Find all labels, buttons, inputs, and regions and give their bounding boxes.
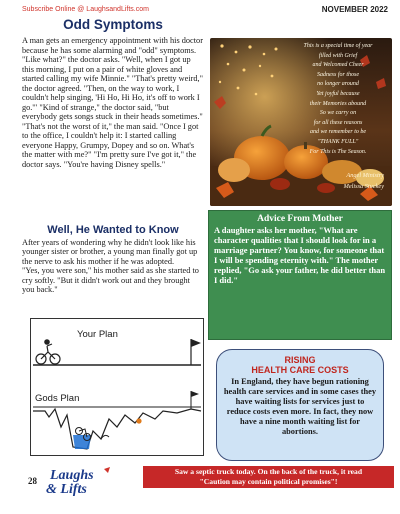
cyclist-icon [36, 340, 60, 364]
advice-from-mother-box [208, 210, 392, 340]
well-he-wanted-title: Well, He Wanted to Know [47, 224, 179, 236]
well-paragraph-1: After years of wondering why he didn't look like his younger sister or brother, a young man finally got up the nerve to ask his mother if he was adopted. [22, 238, 198, 266]
logo-line-1: Laughs [50, 468, 94, 483]
ball-icon [136, 418, 141, 423]
well-paragraph-2: "Yes, you were son," his mother said as she started to cry softly. "But it didn't work out and they brought you back." [22, 266, 199, 295]
odd-symptoms-title: Odd Symptoms [63, 17, 163, 32]
gods-plan-label: Gods Plan [35, 393, 80, 404]
your-plan-label: Your Plan [77, 329, 118, 340]
page-number: 28 [28, 476, 37, 486]
septic-line-1: Saw a septic truck today. On the back of the truck, it read [174, 467, 363, 476]
septic-truck-banner [143, 466, 394, 488]
poem-text: This is a special time of year filled with Grief and Welcomed Cheer Sadness for those no longer around Yet joyful because their Memories abound So we carry on for all these reasons and we remember to be "THANK FULL" For This is The Season. [303, 43, 373, 155]
finish-flag-icon [191, 339, 201, 365]
autumn-pumpkin-photo [210, 38, 392, 206]
subscribe-link[interactable]: Subscribe Online @ LaughsandLifts.com [22, 6, 149, 13]
issue-date: NOVEMBER 2022 [321, 5, 388, 14]
logo-graphic [42, 465, 142, 497]
well-he-wanted-body [22, 238, 204, 294]
septic-line-2: "Caution may contain political promises"! [199, 477, 338, 486]
advice-body: A daughter asks her mother, "What are character qualities that I should look for in a marriage partner? You know, for someone that I will be spending eternity with." The mother replied, "Go ask your father, he did better than I did." [214, 225, 386, 285]
logo-line-2: & Lifts [46, 482, 87, 497]
plan-cartoon [30, 318, 204, 456]
small-flag-icon [191, 391, 199, 409]
cartoon-drawing [31, 319, 203, 455]
health-care-costs-box [216, 349, 384, 461]
laughs-and-lifts-logo [42, 465, 142, 497]
advice-title: Advice From Mother [257, 214, 343, 224]
odd-symptoms-body: A man gets an emergency appointment with his doctor because he has some alarming and "odd" symptoms. "Like what?" the doctor asks. "Well, when I got up this morning, I put on a pair of white gloves and started calling my wife Minnie." "That's pretty weird," the doctor agreed. "Then, on the way to work, I couldn't help singing, 'Hi Ho, Hi Ho, it's off to work I go.'" "Kind of strange," the doctor said, "but everybody gets songs stuck in their heads sometimes." "That's not the worst of it," the man said. "Once I got to the office, I couldn't help it: I started calling everyone Happy, Grumpy, Dopey and so on. What's the matter with me?" "I'm pretty sure I've got it," the doctor says. "You're having Disney spells." [22, 36, 204, 169]
poem-credit: Angel Ministry Melissa Stuckey [343, 172, 384, 190]
health-title-line-2: HEALTH CARE COSTS [251, 365, 349, 375]
health-body: In England, they have begun rationing health care services and in some cases they have waiting lists for services just to reduce costs even more. In fact, they now have a nine month waiting list for abortions. [223, 377, 377, 436]
health-title-line-1: RISING [284, 355, 316, 365]
water-icon [73, 435, 91, 449]
